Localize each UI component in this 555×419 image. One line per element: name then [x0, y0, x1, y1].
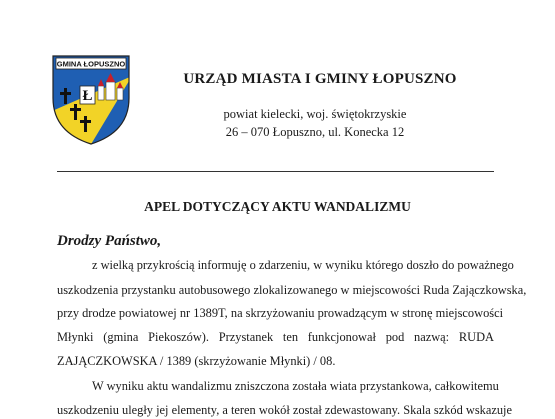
body-line: z wielką przykrością informuję o zdarzeniu, w wyniku którego doszło do poważnego: [92, 258, 514, 272]
crest-banner-text: GMINA ŁOPUSZNO: [56, 59, 126, 69]
greeting: Drodzy Państwo,: [57, 233, 162, 249]
address-line-2: 26 – 070 Łopuszno, ul. Konecka 12: [225, 125, 405, 139]
office-name: URZĄD MIASTA I GMINY ŁOPUSZNO: [183, 71, 457, 87]
header-divider: [57, 171, 494, 172]
address-line-1: powiat kielecki, woj. świętokrzyskie: [223, 107, 407, 121]
body-line: W wyniku aktu wandalizmu zniszczona została wiata przystankowa, całkowitemu: [92, 379, 499, 393]
body-line: uszkodzeniu uległy jej elementy, a teren wokół został zdewastowany. Skala szkód wskazuje: [57, 403, 512, 417]
body-line: uszkodzenia przystanku autobusowego zlokalizowanego w miejscowości Ruda Zajączkowska,: [57, 283, 527, 297]
body-line: Młynki (gmina Piekoszów). Przystanek ten funkcjonował pod nazwą: RUDA: [57, 330, 494, 344]
document-title: APEL DOTYCZĄCY AKTU WANDALIZMU: [144, 199, 411, 214]
body-line: przy drodze powiatowej nr 1389T, na skrzyżowaniu prowadzącym w stronę miejscowości: [57, 306, 504, 320]
body-line: ZAJĄCZKOWSKA / 1389 (skrzyżowanie Młynki) / 08.: [57, 354, 336, 368]
crest-letter: Ł: [82, 88, 93, 104]
